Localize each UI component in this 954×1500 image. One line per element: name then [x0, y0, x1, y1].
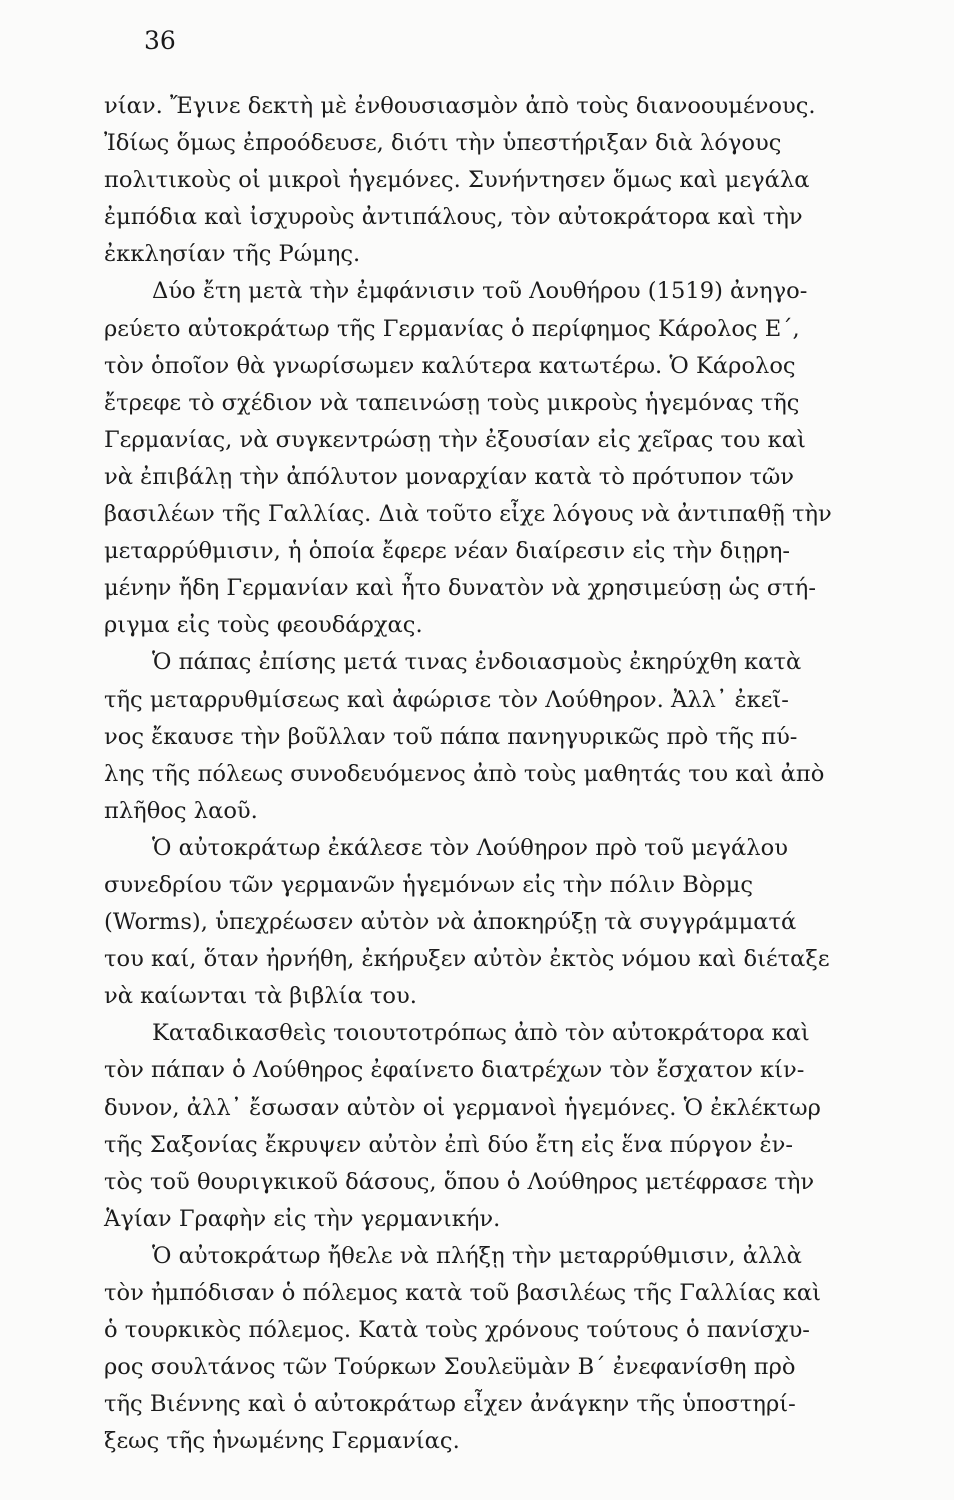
- paragraph-continuation: νίαν. Ἔγινε δεκτὴ μὲ ἐνθουσιασμὸν ἀπὸ τοὺς διανοουμένους. Ἰδίως ὅμως ἐπροόδευσε, διότι τὴν ὑπεστήριξαν διὰ λόγους πολιτικοὺς οἱ μικροὶ ἡγεμόνες. Συνήντησεν ὅμως καὶ μεγάλα ἐμπόδια καὶ ἰσχυροὺς ἀντιπάλους, τὸν αὐτοκράτορα καὶ τὴν ἐκκλησίαν τῆς Ρώμης.: [104, 93, 816, 268]
- paragraph-emperor-wars: Ὁ αὐτοκράτωρ ἤθελε νὰ πλήξῃ τὴν μεταρρύθμισιν, ἀλλὰ τὸν ἠμπόδισαν ὁ πόλεμος κατὰ τοῦ βασιλέως τῆς Γαλλίας καὶ ὁ τουρκικὸς πόλεμος. Κατὰ τοὺς χρόνους τούτους ὁ πανίσχυ- ρος σουλτάνος τῶν Τούρκων Σουλεϋμὰν Β΄ ἐνεφανίσθη πρὸ τῆς Βιέννης καὶ ὁ αὐτοκράτωρ εἶχεν ἀνάγκην τῆς ὑποστηρί- ξεως τῆς ἡνωμένης Γερμανίας.: [104, 1242, 821, 1455]
- paragraph-charles-v: Δύο ἔτη μετὰ τὴν ἐμφάνισιν τοῦ Λουθήρου (1519) ἀνηγο- ρεύετο αὐτοκράτωρ τῆς Γερμανίας ὁ περίφημος Κάρολος Ε΄, τὸν ὁποῖον θὰ γνωρίσωμεν καλύτερα κατωτέρω. Ὁ Κάρολος ἔτρεφε τὸ σχέδιον νὰ ταπεινώσῃ τοὺς μικροὺς ἡγεμόνας τῆς Γερμανίας, νὰ συγκεντρώσῃ τὴν ἐξουσίαν εἰς χεῖρας του καὶ νὰ ἐπιβάλῃ τὴν ἀπόλυτον μοναρχίαν κατὰ τὸ πρότυπον τῶν βασιλέων τῆς Γαλλίας. Διὰ τοῦτο εἶχε λόγους νὰ ἀντιπαθῇ τὴν μεταρρύθμισιν, ἡ ὁποία ἔφερε νέαν διαίρεσιν εἰς τὴν διῃρη- μένην ἤδη Γερμανίαν καὶ ἦτο δυνατὸν νὰ χρησιμεύσῃ ὡς στή- ριγμα εἰς τοὺς φεουδάρχας.: [104, 278, 832, 639]
- paragraph-worms: Ὁ αὐτοκράτωρ ἐκάλεσε τὸν Λούθηρον πρὸ τοῦ μεγάλου συνεδρίου τῶν γερμανῶν ἡγεμόνων εἰς τὴν πόλιν Βὸρμς (Worms), ὑπεχρέωσεν αὐτὸν νὰ ἀποκηρύξῃ τὰ συγγράμματά του καί, ὅταν ἠρνήθη, ἐκήρυξεν αὐτὸν ἐκτὸς νόμου καὶ διέταξε νὰ καίωνται τὰ βιβλία του.: [104, 834, 830, 1010]
- paragraph-saxony: Καταδικασθεὶς τοιουτοτρόπως ἀπὸ τὸν αὐτοκράτορα καὶ τὸν πάπαν ὁ Λούθηρος ἐφαίνετο διατρέχων τὸν ἔσχατον κίν- δυνον, ἀλλ᾽ ἔσωσαν αὐτὸν οἱ γερμανοὶ ἡγεμόνες. Ὁ ἐκλέκτωρ τῆς Σαξονίας ἔκρυψεν αὐτὸν ἐπὶ δύο ἔτη εἰς ἕνα πύργον ἐν- τὸς τοῦ θουριγκικοῦ δάσους, ὅπου ὁ Λούθηρος μετέφρασε τὴν Ἁγίαν Γραφὴν εἰς τὴν γερμανικήν.: [104, 1020, 821, 1232]
- body-text: [104, 88, 908, 1460]
- paragraph-pope: Ὁ πάπας ἐπίσης μετά τινας ἐνδοιασμοὺς ἐκηρύχθη κατὰ τῆς μεταρρυθμίσεως καὶ ἀφώρισε τὸν Λούθηρον. Ἀλλ᾽ ἐκεῖ- νος ἔκαυσε τὴν βοῦλλαν τοῦ πάπα πανηγυρικῶς πρὸ τῆς πύ- λης τῆς πόλεως συνοδευόμενος ἀπὸ τοὺς μαθητάς του καὶ ἀπὸ πλῆθος λαοῦ.: [104, 649, 825, 824]
- page-number: 36: [144, 26, 176, 55]
